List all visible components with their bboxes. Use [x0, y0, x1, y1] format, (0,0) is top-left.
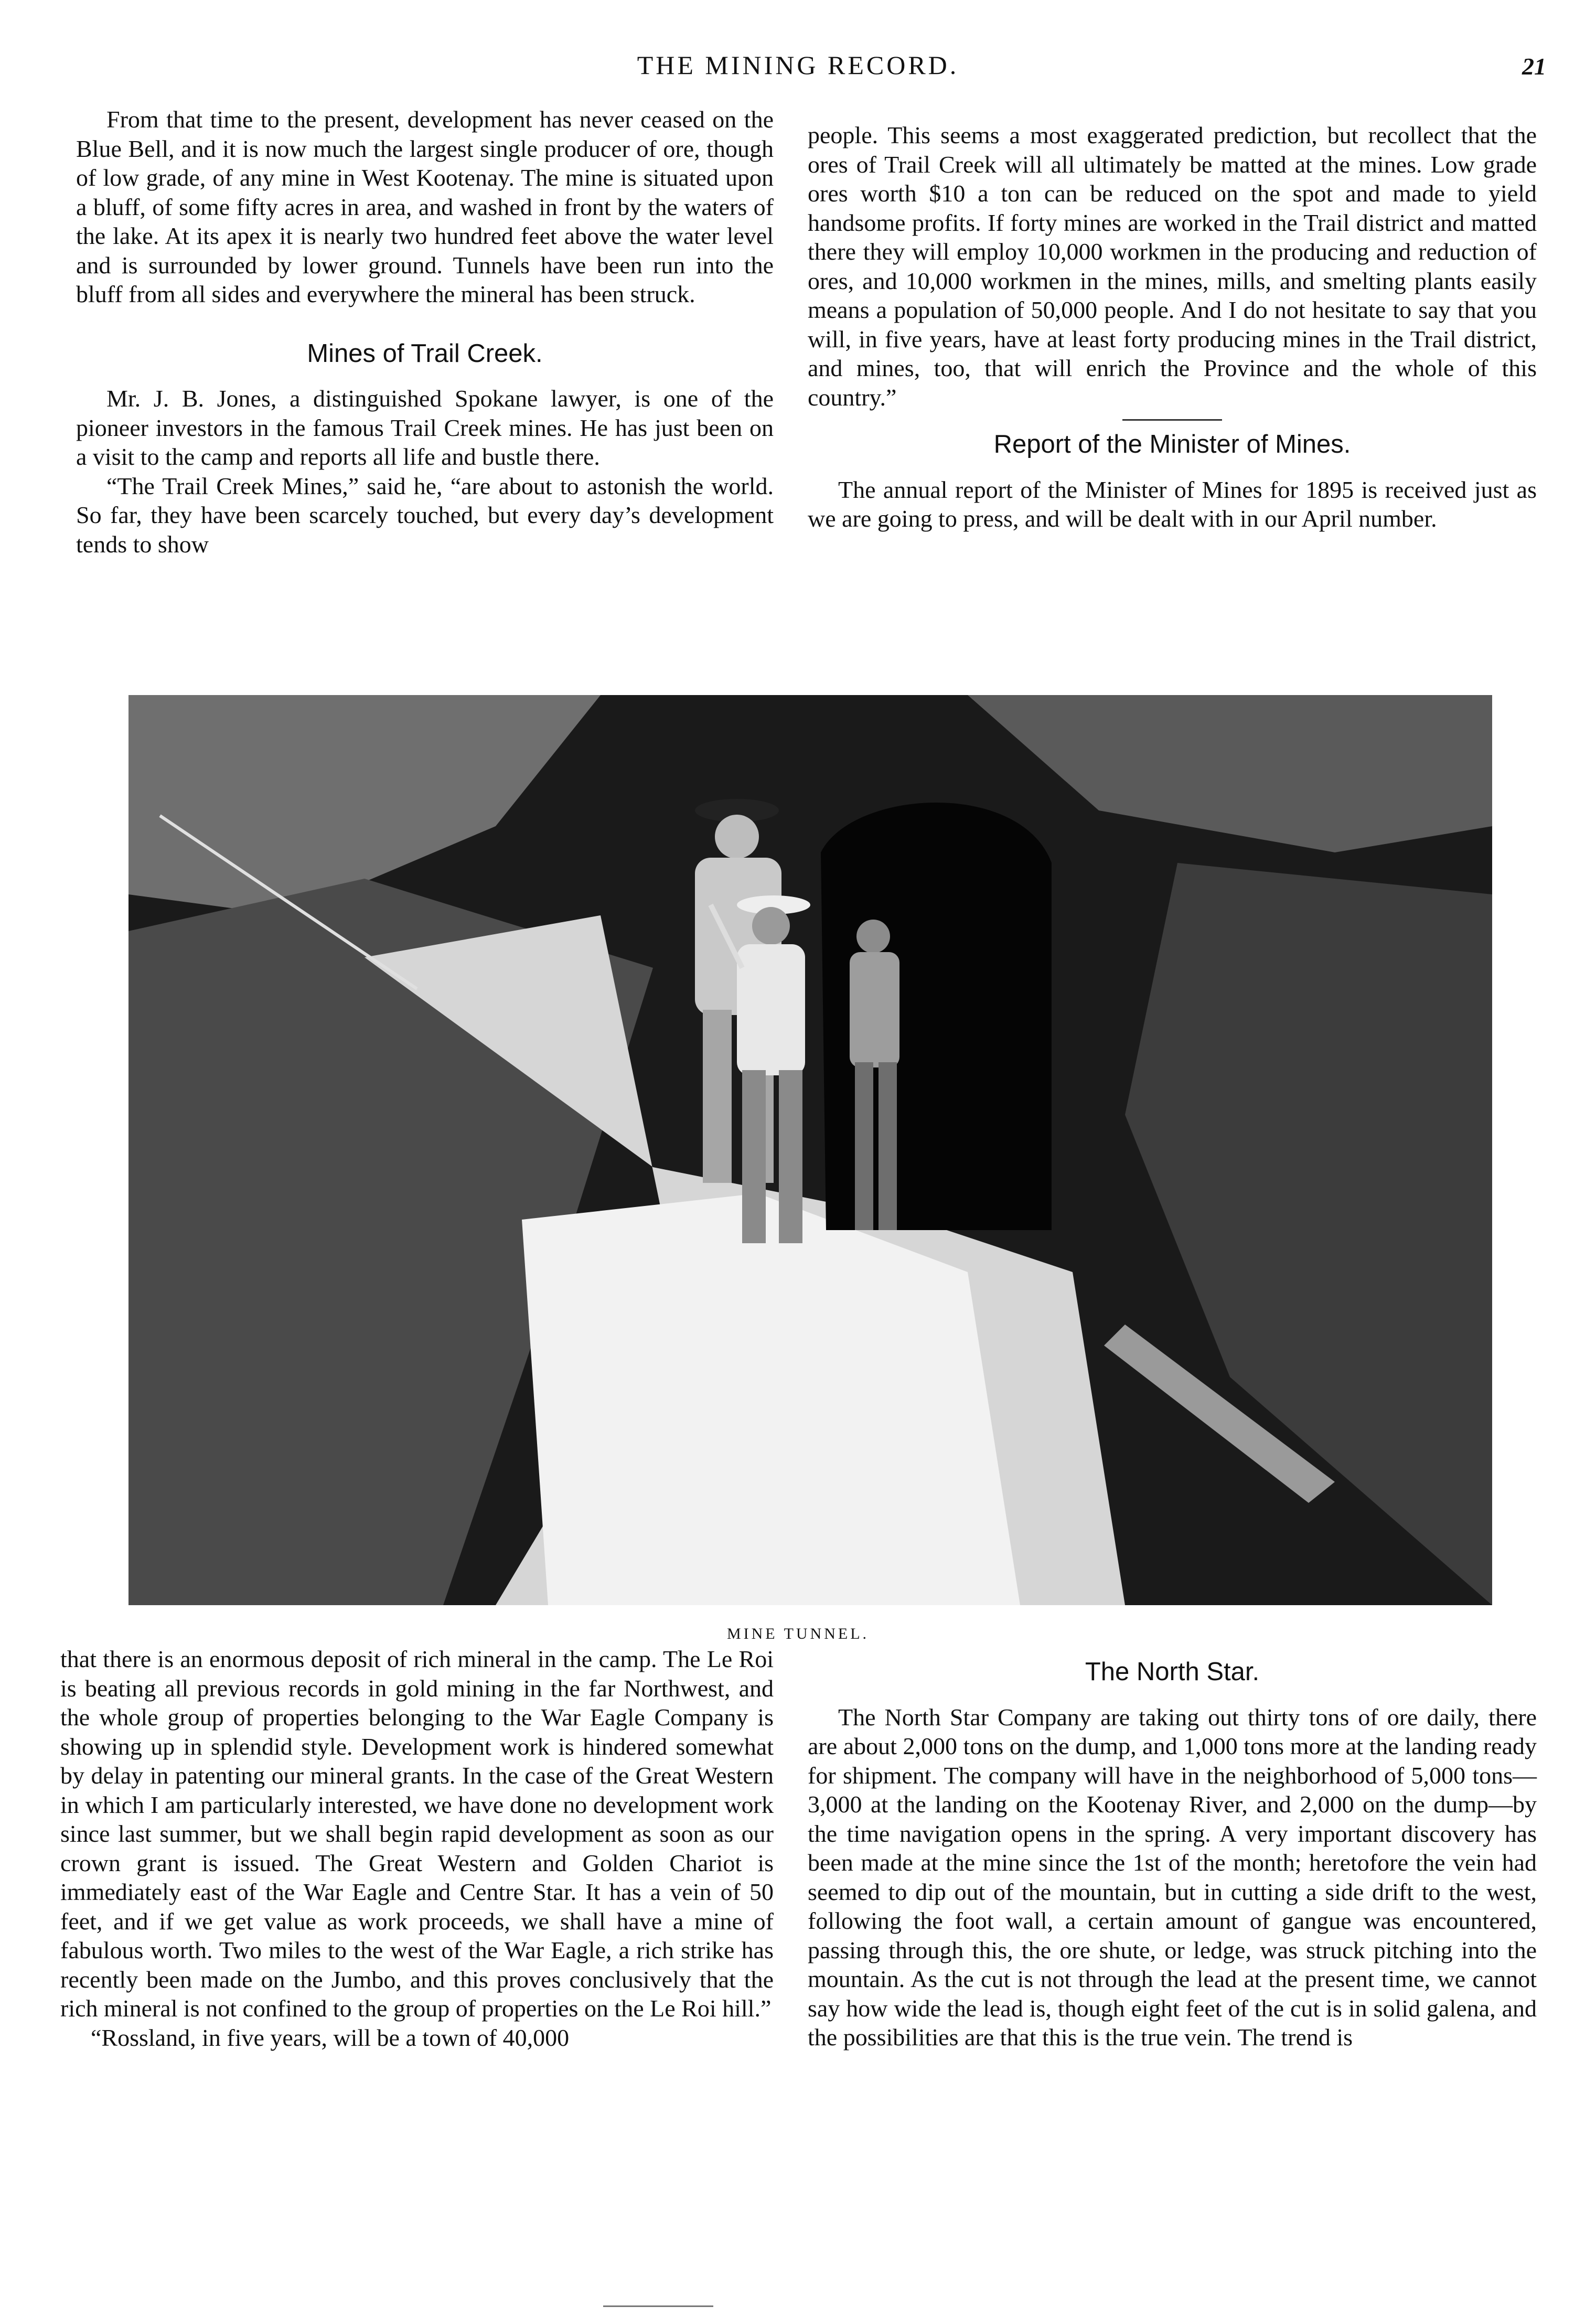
heading-report-minister-of-mines: Report of the Minister of Mines. [993, 430, 1351, 458]
mine-tunnel-illustration [128, 695, 1492, 1605]
paragraph-jones-quote: “The Trail Creek Mines,” said he, “are about to astonish the world. So far, they have been scarcely touched, but every day’s development tends to show [76, 472, 774, 558]
paragraph-rich-mineral: that there is an enormous deposit of rich mineral in the camp. The Le Roi is beating all previous records in gold mining in the far Northwest, and the whole group of properties belonging to the War Eagle Company is showing up in splendid style. Development work is hindered somewhat by delay in patenting our mineral grants. In the case of the Great Western in which I am particularly interested, we have done no development work since last summer, but we shall begin rapid development as soon as our crown grant is issued. The Great Western and Golden Chariot is immediately east of the War Eagle and Centre Star. It has a vein of 50 feet, and if we get value as work proceeds, we shall have a mine of fabulous worth. Two miles to the west of the War Eagle, a rich strike has recently been made on the Jumbo, and this proves conclusively that the rich mineral is not confined to the group of properties on the Le Roi hill.” [60, 1646, 774, 2022]
photo-caption: MINE TUNNEL. [726, 1625, 870, 1642]
paragraph-rossland: “Rossland, in five years, will be a town of 40,000 [91, 2024, 570, 2051]
paragraph-jones-intro: Mr. J. B. Jones, a distinguished Spokane lawyer, is one of the pioneer investors in the famous Trail Creek mines. He has just been on a visit to the camp and reports all life and bustle there. [76, 385, 774, 470]
page-number: 21 [1522, 53, 1546, 80]
heading-mines-of-trail-creek: Mines of Trail Creek. [307, 339, 543, 368]
heading-the-north-star: The North Star. [1085, 1658, 1260, 1686]
footer-rule [603, 2305, 713, 2307]
left-column-top [76, 105, 774, 559]
paragraph-north-star: The North Star Company are taking out thirty tons of ore daily, there are about 2,000 tons on the dump, and 1,000 tons more at the landing ready for shipment. The company will have in the neighborhood of 5,000 tons— 3,000 at the landing on the Kootenay River, and 2,000 on the dump—by the time navigation opens in the spring. A very important discovery has been made at the mine since the 1st of the month; heretofore the vein had seemed to dip out of the mountain, but in cutting a side drift to the west, following the foot wall, a certain amount of gangue was encountered, passing through this, the ore shute, or ledge, was struck pitching into the mountain. As the cut is not through the lead at the present time, we cannot say how wide the lead is, though eight feet of the cut is in solid galena, and the possibilities are that this is the true vein. The trend is [808, 1703, 1537, 2051]
paragraph-annual-report: The annual report of the Minister of Mines for 1895 is received just as we are going to press, and will be dealt with in our April number. [808, 476, 1537, 532]
right-column-bottom [808, 1642, 1537, 2052]
paragraph-blue-bell: From that time to the present, development has never ceased on the Blue Bell, and it is now much the largest single producer of ore, though of low grade, of any mine in West Kootenay. The mine is situated upon a bluff, of some fifty acres in area, and washed in front by the waters of the lake. At its apex it is nearly two hundred feet above the water level and is surrounded by lower ground. Tunnels have been run into the bluff from all sides and everywhere the mineral has been struck. [76, 106, 774, 307]
running-head-title: THE MINING RECORD. [637, 50, 959, 80]
left-column-bottom [60, 1645, 774, 2052]
paragraph-trail-prediction: people. This seems a most exaggerated prediction, but recollect that the ores of Trail Creek will all ultimately be matted at the mines. Low grade ores worth $10 a ton can be reduced on the spot and made to yield handsome profits. If forty mines are worked in the Trail district and matted there they will employ 10,000 workmen in the producing and reduction of ores, and 10,000 workmen in the mines, mills, and smelting plants easily means a population of 50,000 people. And I do not hesitate to say that you will, in five years, have at least forty producing mines in the Trail district, and mines, too, that will enrich the Province and the whole of this country.” [808, 122, 1537, 411]
mine-tunnel-photo [128, 695, 1492, 1605]
section-divider [1122, 419, 1222, 421]
right-column-top [808, 121, 1537, 533]
